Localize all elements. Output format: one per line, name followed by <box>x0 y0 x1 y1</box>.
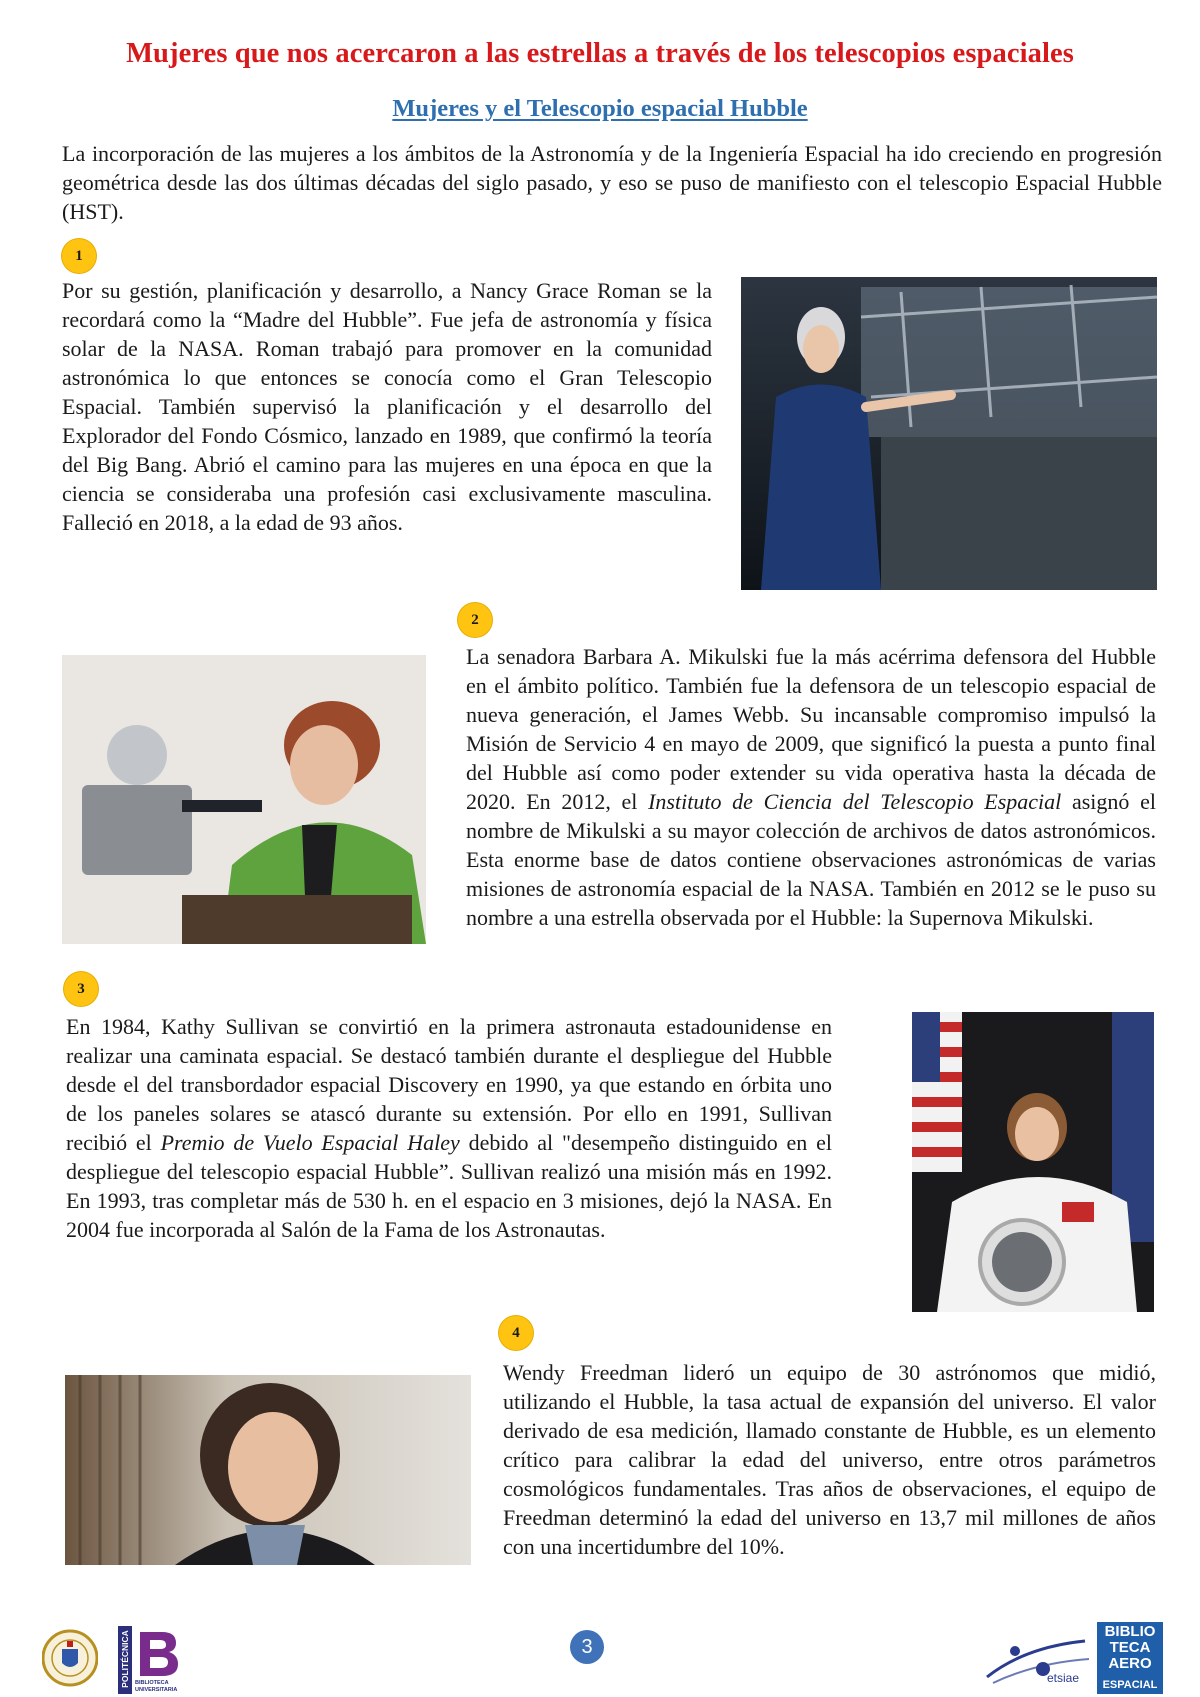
page-subtitle: Mujeres y el Telescopio espacial Hubble <box>392 95 808 122</box>
intro-paragraph: La incorporación de las mujeres a los ámbitos de la Astronomía y de la Ingeniería Espacial ha ido creciendo en progresión geométrica desde las dos últimas décadas del siglo pasado, y eso se puso de manifiesto con el telescopio Espacial Hubble (HST). <box>62 141 1162 224</box>
university-seal-logo <box>42 1627 98 1689</box>
section-number-badge: 4 <box>499 1316 533 1350</box>
biblio-line-4: ESPACIAL <box>1102 1679 1158 1691</box>
etsiae-label: etsiae <box>1047 1671 1080 1685</box>
page-title: Mujeres que nos acercaron a las estrellas a través de los telescopios espaciales <box>126 38 1074 69</box>
logo-vertical-text: POLITÉCNICA <box>120 1630 130 1688</box>
section-4-text: Wendy Freedman lideró un equipo de 30 astrónomos que midió, utilizando el Hubble, la tasa actual de expansión del universo. El valor derivado de esa medición, llamado constante de Hubble, es un elemento crítico para calibrar la edad del universo, entre otros parámetros cosmológicos fundamentales. Tras años de observaciones, el equipo de Freedman determinó la edad del universo en 13,7 mil millones de años con una incertidumbre del 10%. <box>503 1360 1156 1559</box>
etsiae-logo <box>985 1633 1093 1689</box>
section-number-badge: 1 <box>62 239 96 273</box>
biblioteca-universitaria-logo <box>118 1626 182 1694</box>
logo-caption: BIBLIOTECA UNIVERSITARIA <box>135 1680 178 1693</box>
biblio-line-3: AERO <box>1108 1655 1152 1672</box>
wendy-freedman-photo <box>65 1375 471 1565</box>
section-number-badge: 2 <box>458 603 492 637</box>
section-3-text: En 1984, Kathy Sullivan se convirtió en la primera astronauta estadounidense en realizar una caminata espacial. Se destacó también durante el despliegue del Hubble desde el del transbordador espacial Discovery en 1990, ya que estando en órbita uno de los paneles solares se atascó durante su extensión. Por ello en 1991, Sullivan recibió el Premio de Vuelo Espacial Haley debido al "desempeño distinguido en el despliegue del telescopio espacial Hubble”. Sullivan realizó una misión más en 1992. En 1993, tras completar más de 530 h. en el espacio en 3 misiones, dejó la NASA. En 2004 fue incorporada al Salón de la Fama de los Astronautas. <box>66 1014 832 1242</box>
section-1-text: Por su gestión, planificación y desarrollo, a Nancy Grace Roman se la recordará como la “Madre del Hubble”. Fue jefa de astronomía y física solar de la NASA. Roman trabajó para promover en la comunidad astronómica lo que entonces se conocía como el Gran Telescopio Espacial. También supervisó la planificación y el desarrollo del Explorador del Fondo Cósmico, lanzado en 1989, que confirmó la teoría del Big Bang. Abrió el camino para las mujeres en una época en que la ciencia se consideraba una profesión casi exclusivamente masculina. Falleció en 2018, a la edad de 93 años. <box>62 278 712 535</box>
nancy-roman-photo <box>741 277 1157 590</box>
kathy-sullivan-photo <box>912 1012 1154 1312</box>
biblioteca-aeroespacial-logo <box>1097 1622 1163 1694</box>
biblio-line-2: TECA <box>1109 1639 1151 1656</box>
section-number-badge: 3 <box>64 972 98 1006</box>
biblio-line-1: BIBLIO <box>1104 1623 1156 1640</box>
page-number: 3 <box>570 1630 604 1664</box>
barbara-mikulski-photo <box>62 655 426 944</box>
section-2-text: La senadora Barbara A. Mikulski fue la más acérrima defensora del Hubble en el ámbito político. También fue la defensora de un telescopio espacial de nueva generación, el James Webb. Su incansable compromiso impulsó la Misión de Servicio 4 en mayo de 2009, que significó la puesta a punto final del Hubble así como poder extender su vida operativa hasta la década de 2020. En 2012, el Instituto de Ciencia del Telescopio Espacial asignó el nombre de Mikulski a su mayor colección de archivos de datos astronómicos. Esta enorme base de datos contiene observaciones astronómicas de varias misiones de astronomía espacial de la NASA. También en 2012 se le puso su nombre a una estrella observada por el Hubble: la Supernova Mikulski. <box>466 644 1156 930</box>
